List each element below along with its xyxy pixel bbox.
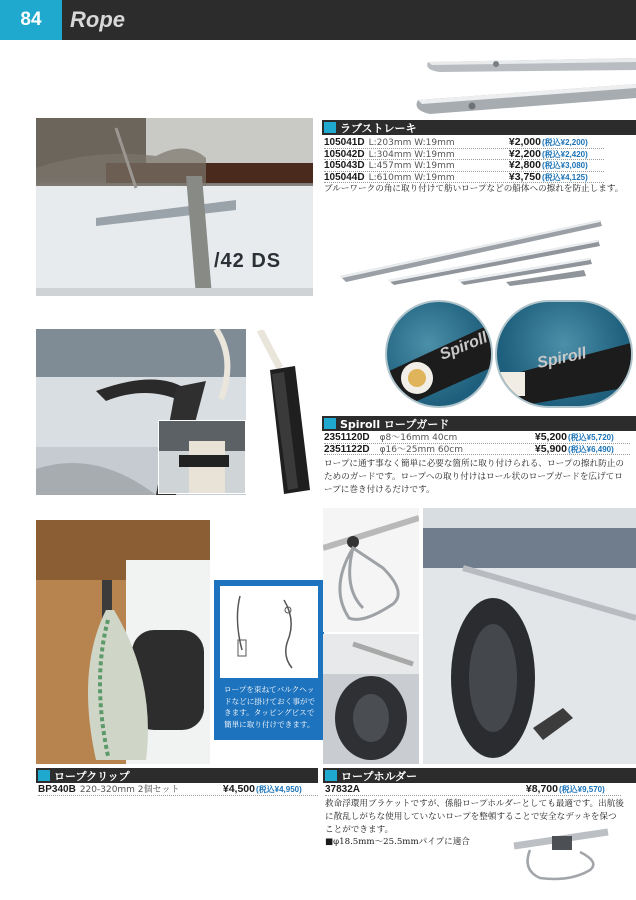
rope-clip-callout: ロープを束ねてバルクヘッドなどに掛けておく事ができます。タッピングビスで簡単に取り付けできます。: [224, 685, 316, 729]
rope-holder-table: [325, 784, 621, 796]
product-spec: L:610mm W:19mm: [368, 172, 455, 183]
table-row: [324, 137, 604, 149]
product-price: ¥2,000: [508, 136, 541, 148]
product-price: ¥8,700: [525, 783, 558, 795]
product-code: 105041D: [324, 137, 365, 148]
boat-hull-photo: [36, 118, 313, 296]
product-spec: φ16～25mm 60cm: [379, 444, 464, 455]
table-row: [324, 432, 630, 444]
tax-inclusive-price: (税込¥3,080): [542, 161, 588, 170]
product-price: ¥5,900: [534, 442, 567, 455]
rope-clip-table: [38, 784, 318, 796]
table-row: [38, 784, 318, 796]
page-number: 84: [0, 0, 62, 40]
rope-holder-product-photo: [323, 508, 419, 632]
product-code: 2351122D: [324, 443, 370, 455]
spiroll-closeup-left: [385, 300, 493, 408]
rope-clip-photo: [36, 520, 210, 764]
rope-holder-marina-photo: [423, 508, 636, 764]
tax-inclusive-price: (税込¥4,950): [256, 785, 302, 794]
section-title-rub-strake: [322, 120, 636, 135]
spiroll-logo-left: Spiroll: [437, 329, 490, 364]
product-spec: L:304mm W:19mm: [368, 149, 455, 160]
rub-strake-description: ブルーワークの角に取り付けて舫いロープなどの船体への擦れを防止します。: [324, 184, 624, 194]
product-spec: 220-320mm 2個セット: [79, 785, 180, 795]
rope-holder-deck-photo: [323, 634, 419, 764]
rope-clip-diagram: [214, 580, 324, 740]
spiroll-inset-photo: [158, 420, 246, 494]
table-row: [324, 444, 630, 456]
section-title-rope-holder: [323, 768, 636, 783]
product-code: BP340B: [38, 784, 76, 795]
tax-inclusive-price: (税込¥4,125): [542, 172, 588, 182]
product-price: ¥3,750: [508, 170, 541, 183]
spiroll-rolled-guard-photo: [250, 330, 325, 495]
product-code: 105043D: [324, 160, 365, 171]
boat-model-lettering: /42 DS: [214, 250, 282, 272]
rub-strake-lengths-photo: [338, 214, 606, 286]
product-code: 2351120D: [324, 432, 370, 443]
product-spec: L:457mm W:19mm: [368, 161, 455, 171]
section-title-spiroll: [322, 416, 636, 431]
rope-holder-mount-photo: [510, 826, 612, 884]
rope-holder-description: 救命浮環用ブラケットですが、係船ロープホルダーとしても最適です。出航後に散乱しがちな使用していないロープを整頓することで安全なデッキを保つことができます。: [325, 799, 624, 835]
tax-inclusive-price: (税込¥2,200): [542, 138, 588, 147]
spiroll-table: [324, 432, 630, 455]
tax-inclusive-price: (税込¥5,720): [568, 433, 614, 442]
section-title-text: Spiroll ロープガード: [340, 417, 450, 431]
rub-strake-product-photo: [410, 40, 636, 120]
product-price: ¥2,200: [508, 147, 541, 160]
tax-inclusive-price: (税込¥6,490): [568, 444, 614, 454]
section-title-text: ラブストレーキ: [340, 121, 417, 135]
rub-strake-table: [324, 137, 604, 183]
product-code: 105042D: [324, 148, 365, 160]
page-title: Rope: [62, 0, 636, 40]
tax-inclusive-price: (税込¥9,570): [559, 785, 605, 794]
section-title-rope-clip: [36, 768, 318, 783]
product-price: ¥5,200: [534, 431, 567, 443]
product-spec: L:203mm W:19mm: [368, 138, 455, 148]
table-row: [324, 149, 604, 161]
section-title-text: ロープクリップ: [54, 769, 130, 783]
table-row: [324, 172, 604, 184]
product-price: ¥2,800: [508, 159, 541, 171]
tax-inclusive-price: (税込¥2,420): [542, 149, 588, 159]
table-row: [325, 784, 621, 796]
spiroll-logo-right: Spiroll: [535, 345, 588, 373]
section-title-text: ロープホルダー: [341, 769, 418, 783]
product-code: 105044D: [324, 171, 365, 183]
spiroll-closeup-right: [495, 300, 633, 408]
product-spec: φ8～16mm 40cm: [379, 433, 458, 443]
product-code: 37832A: [325, 784, 361, 795]
product-price: ¥4,500: [222, 783, 255, 795]
rope-holder-note: ■φ18.5mm～25.5mmパイプに適合: [325, 837, 470, 847]
spiroll-description: ロープに通す事なく簡単に必要な箇所に取り付けられる、ロープの擦れ防止のためのガードです。ロープへの取り付けはロール状のロープガードを広げてロープに巻き付けるだけです。: [324, 459, 624, 495]
table-row: [324, 160, 604, 172]
